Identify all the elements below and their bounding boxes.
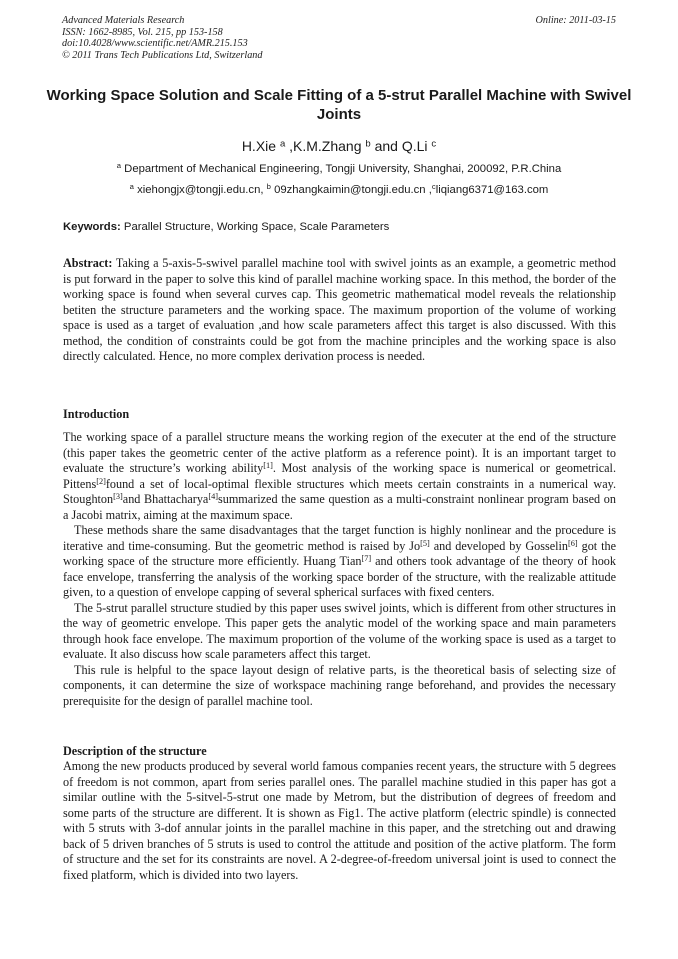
intro-paragraph-4: This rule is helpful to the space layout design of relative parts, is the theoretical basis of selecting size of components, it can determine the size of workspace machining range beforehand, and provides the necessary prerequisite for the design of parallel machine tool. [63,662,616,708]
affiliation-text: Department of Mechanical Engineering, Tongji University, Shanghai, 200092, P.R.China [124,163,562,175]
description-heading: Description of the structure [63,744,207,758]
author-name: H.Xie [241,138,277,154]
description-body [63,759,616,883]
citation[interactable]: [6] [568,538,578,548]
author-sup: c [431,138,437,150]
introduction-body [63,430,616,709]
email-link[interactable]: 09zhangkaimin@tongji.edu.cn , [274,184,432,196]
citation[interactable]: [2] [96,476,106,486]
author-name: and Q.Li [374,138,428,154]
citation[interactable]: [7] [361,553,372,563]
email-link[interactable]: xiehongjx@tongji.edu.cn, [137,184,264,196]
email-sup: b [266,182,271,192]
intro-paragraph-3: The 5-strut parallel structure studied by this paper uses swivel joints, which is different from other structures in the way of geometric envelope. This paper gets the analytic model of the working space and main parameters through hook face envelope. The maximum proportion of the volume of the working space is used as a target to evaluate. It also discuss how scale parameters affect this target. [63,600,616,661]
description-paragraph-1: Among the new products produced by several world famous companies recent years, the structure with 5 degrees of freedom is not common, apart from series parallel ones. The parallel machine studied in this paper has got a similar outline with the 5-sitvel-5-strut one made by Metrom, but the distribution of degrees of freedom and some parts of the structure are different. It is shown as Fig1. The active platform (electric spindle) is connected with 5 struts with 3-dof annular joints in the parallel machine in this paper, and the stretching out and drawing back of 5 driven branches of 5 struts is used to control the attitude and position of the active platform. The form of structure and the set for its constraints are novel. A 2-degree-of-freedom universal joint is used to connect the fixed platform, which is divided into two layers. [63,759,616,882]
copyright-line: © 2011 Trans Tech Publications Ltd, Switzerland [62,49,263,61]
author-name: ,K.M.Zhang [285,138,362,154]
journal-header [62,15,262,61]
abstract-label: Abstract: [63,256,113,270]
journal-name: Advanced Materials Research [62,15,185,26]
intro-paragraph-1: The working space of a parallel structure means the working region of the executer at the end of the structure (this paper takes the geometric center of the active platform as a reference point). It is an important target to evaluate the structure’s working ability[1]. Most analysis of the working space is numerical or geometrical. Pittens[2]found a set of local-optimal flexible structures which meets certain constraints in a numerical way. Stoughton[3]and Bhattacharya[4]summarized the same question as a multi-constraint nonlinear program based on a Jacobi matrix, aiming at the maximum space. [63,430,616,522]
author-sup: b [365,138,371,150]
paper-title: Working Space Solution and Scale Fitting of a 5-strut Parallel Machine with Swivel Joints [46,87,632,123]
introduction-heading: Introduction [63,407,130,421]
author-sup: a [279,138,286,150]
issn-line: ISSN: 1662-8985, Vol. 215, pp 153-158 [62,26,223,38]
email-sup: c [431,182,436,192]
author-list [0,138,678,154]
citation[interactable]: [4] [208,491,218,501]
citation[interactable]: [3] [113,491,123,501]
online-date: Online: 2011-03-15 [535,15,616,26]
keywords-text: Parallel Structure, Working Space, Scale Parameters [123,221,390,233]
keywords-label: Keywords: [63,221,121,233]
citation[interactable]: [5] [420,538,430,548]
abstract [63,256,616,365]
doi-line: doi:10.4028/www.scientific.net/AMR.215.153 [62,38,248,50]
affiliation [0,163,678,175]
keywords [63,221,389,233]
intro-paragraph-2: These methods share the same disadvantages that the target function is highly nonlinear and the procedure is iterative and time-consuming. But the geometric method is raised by Jo[5] and developed by Gosselin[6] got the working space of the structure more efficiently. Huang Tian[7] and others took advantage of the theory of hook face envelope, transferring the analysis of the working space border of the structure, with the realizable attitude given, to a question of envelope capping of several spherical surfaces with fixed centers. [63,523,616,599]
email-list [0,184,678,196]
affiliation-sup: a [116,161,122,171]
email-link[interactable]: liqiang6371@163.com [435,184,549,196]
email-sup: a [129,182,134,192]
abstract-text: Taking a 5-axis-5-swivel parallel machine tool with swivel joints as an example, a geometric method is put forward in the paper to solve this kind of parallel machine working space. In this method, the border of the working space is found when several curves cap. This geometric mathematical model reveals the relationship betiten the structure parameters and the working space. The maximum proportion of the volume of working space is used as a target of evaluation ,and how scale parameters affect this target is also discussed. With this method, the condition of constraints could be got from the machine principles and the working space is also directly calculated. Hence, no more complex derivation process is needed. [63,256,616,363]
citation[interactable]: [1] [263,460,273,470]
